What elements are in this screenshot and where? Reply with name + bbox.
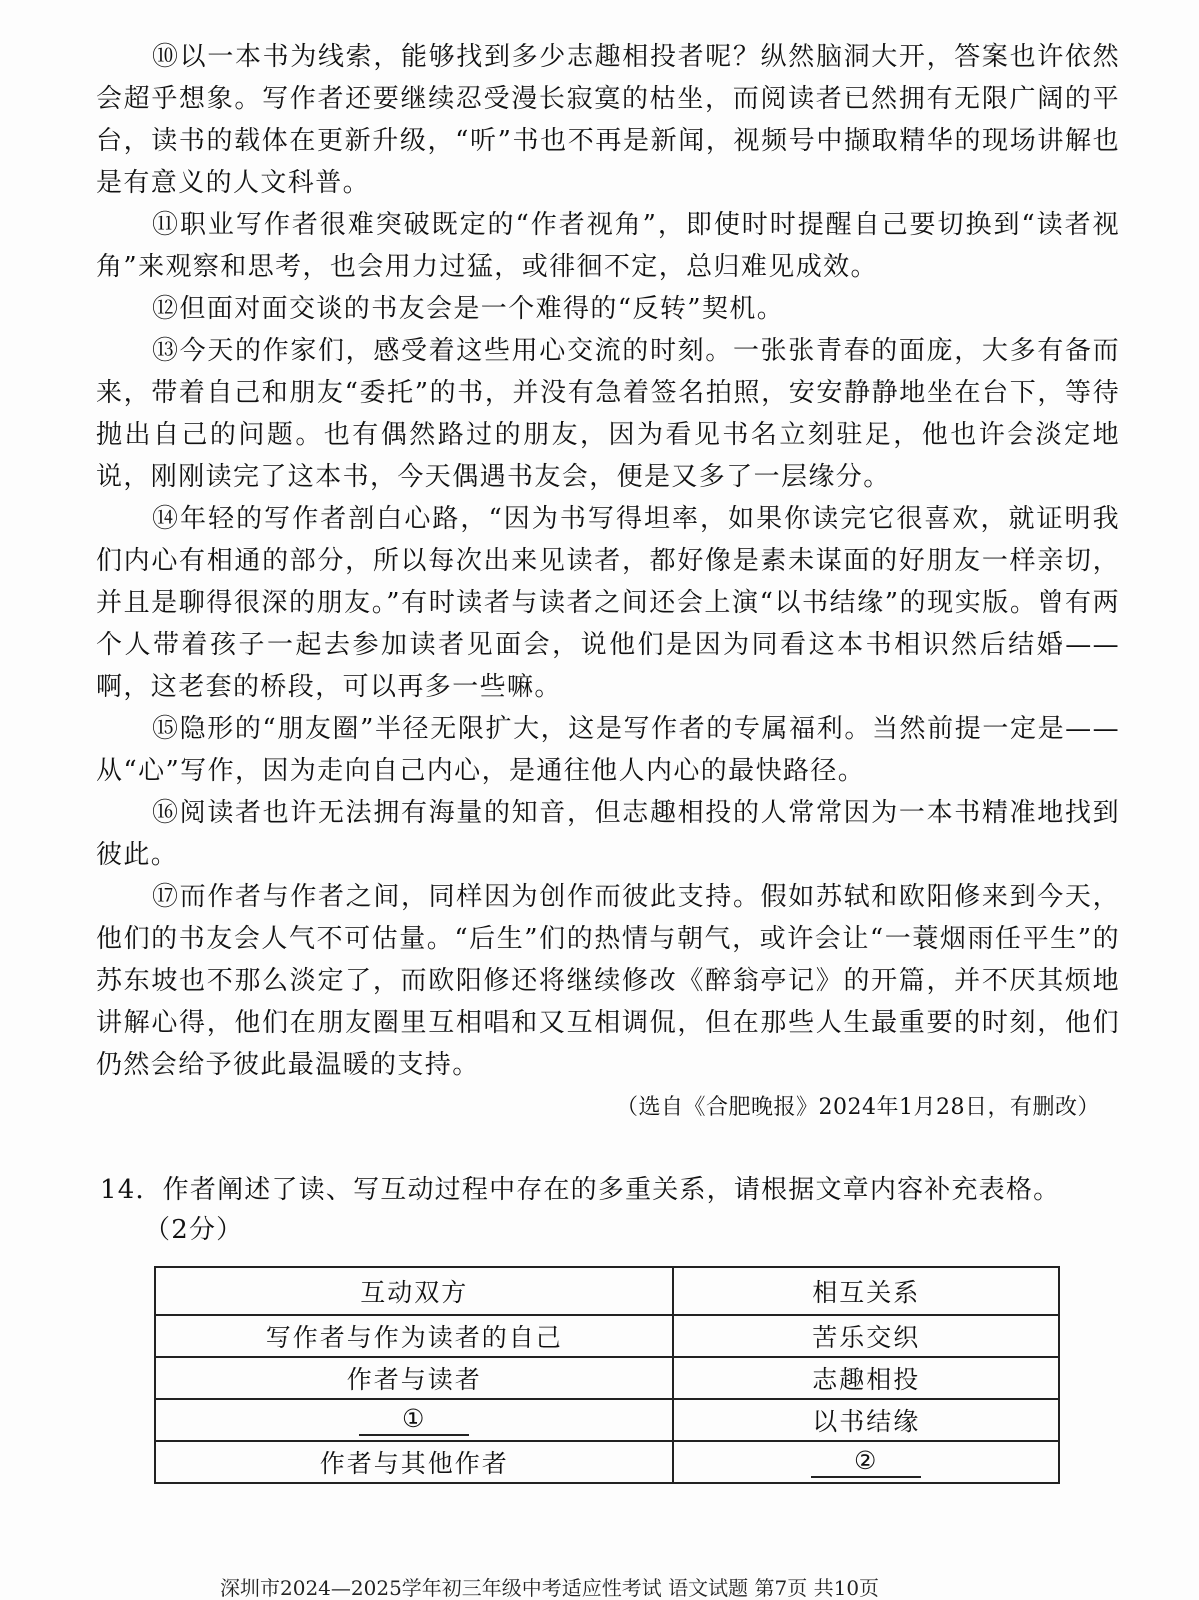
answer-blank-1[interactable]: ① [359,1404,469,1436]
paragraph-13: ⑬今天的作家们，感受着这些用心交流的时刻。一张张青春的面庞，大多有备而来，带着自己和朋友“委托”的书，并没有急着签名拍照，安安静静地坐在台下，等待抛出自己的问题。也有偶然路过的朋友，因为看见书名立刻驻足，他也许会淡定地说，刚刚读完了这本书，今天偶遇书友会，便是又多了一层缘分。 [96,336,1120,492]
table-cell-parties [155,1399,673,1441]
table-cell-parties: 作者与读者 [155,1357,673,1399]
paragraph-11: ⑪职业写作者很难突破既定的“作者视角”，即使时时提醒自己要切换到“读者视角”来观察和思考，也会用力过猛，或徘徊不定，总归难见成效。 [96,210,1120,282]
table-cell-parties: 作者与其他作者 [155,1441,673,1483]
table-row [155,1315,1059,1357]
paragraph-10: ⑩以一本书为线索，能够找到多少志趣相投者呢？纵然脑洞大开，答案也许依然会超乎想象。写作者还要继续忍受漫长寂寞的枯坐，而阅读者已然拥有无限广阔的平台，读书的载体在更新升级，“听”书也不再是新闻，视频号中撷取精华的现场讲解也是有意义的人文科普。 [96,42,1120,198]
table-row [155,1399,1059,1441]
paragraph-16: ⑯阅读者也许无法拥有海量的知音，但志趣相投的人常常因为一本书精准地找到彼此。 [96,798,1120,870]
page-footer: 深圳市2024—2025学年初三年级中考适应性考试 语文试题 第7页 共10页 [220,1576,880,1600]
table-cell-relation: 苦乐交织 [673,1315,1059,1357]
table-header-relation: 相互关系 [673,1267,1059,1315]
source-citation: （选自《合肥晚报》2024年1月28日，有删改） [616,1095,1100,1120]
paragraph-14: ⑭年轻的写作者剖白心路，“因为书写得坦率，如果你读完它很喜欢，就证明我们内心有相通的部分，所以每次出来见读者，都好像是素未谋面的好朋友一样亲切，并且是聊得很深的朋友。”有时读者与读者之间还会上演“以书结缘”的现实版。曾有两个人带着孩子一起去参加读者见面会，说他们是因为同看这本书相识然后结婚——啊，这老套的桥段，可以再多一些嘛。 [96,504,1120,702]
table-cell-relation [673,1441,1059,1483]
table-row [155,1357,1059,1399]
question-14 [100,1170,1120,1250]
paragraph-12: ⑫但面对面交谈的书友会是一个难得的“反转”契机。 [152,294,785,324]
table-header-parties: 互动双方 [155,1267,673,1315]
question-score: （2分） [144,1215,244,1245]
paragraph-15: ⑮隐形的“朋友圈”半径无限扩大，这是写作者的专属福利。当然前提一定是——从“心”写作，因为走向自己内心，是通往他人内心的最快路径。 [96,714,1120,786]
paragraph-17: ⑰而作者与作者之间，同样因为创作而彼此支持。假如苏轼和欧阳修来到今天，他们的书友会人气不可估量。“后生”们的热情与朝气，或许会让“一蓑烟雨任平生”的苏东坡也不那么淡定了，而欧阳修还将继续修改《醉翁亭记》的开篇，并不厌其烦地讲解心得，他们在朋友圈里互相唱和又互相调侃，但在那些人生最重要的时刻，他们仍然会给予彼此最温暖的支持。 [96,882,1120,1080]
table-cell-parties: 写作者与作为读者的自己 [155,1315,673,1357]
table-row [155,1441,1059,1483]
answer-blank-2[interactable]: ② [811,1446,921,1478]
article-body [96,36,1120,1128]
question-text: 14．作者阐述了读、写互动过程中存在的多重关系，请根据文章内容补充表格。 [100,1175,1061,1205]
relationship-table [154,1266,1060,1484]
table-cell-relation: 以书结缘 [673,1399,1059,1441]
table-cell-relation: 志趣相投 [673,1357,1059,1399]
table-header-row [155,1267,1059,1315]
